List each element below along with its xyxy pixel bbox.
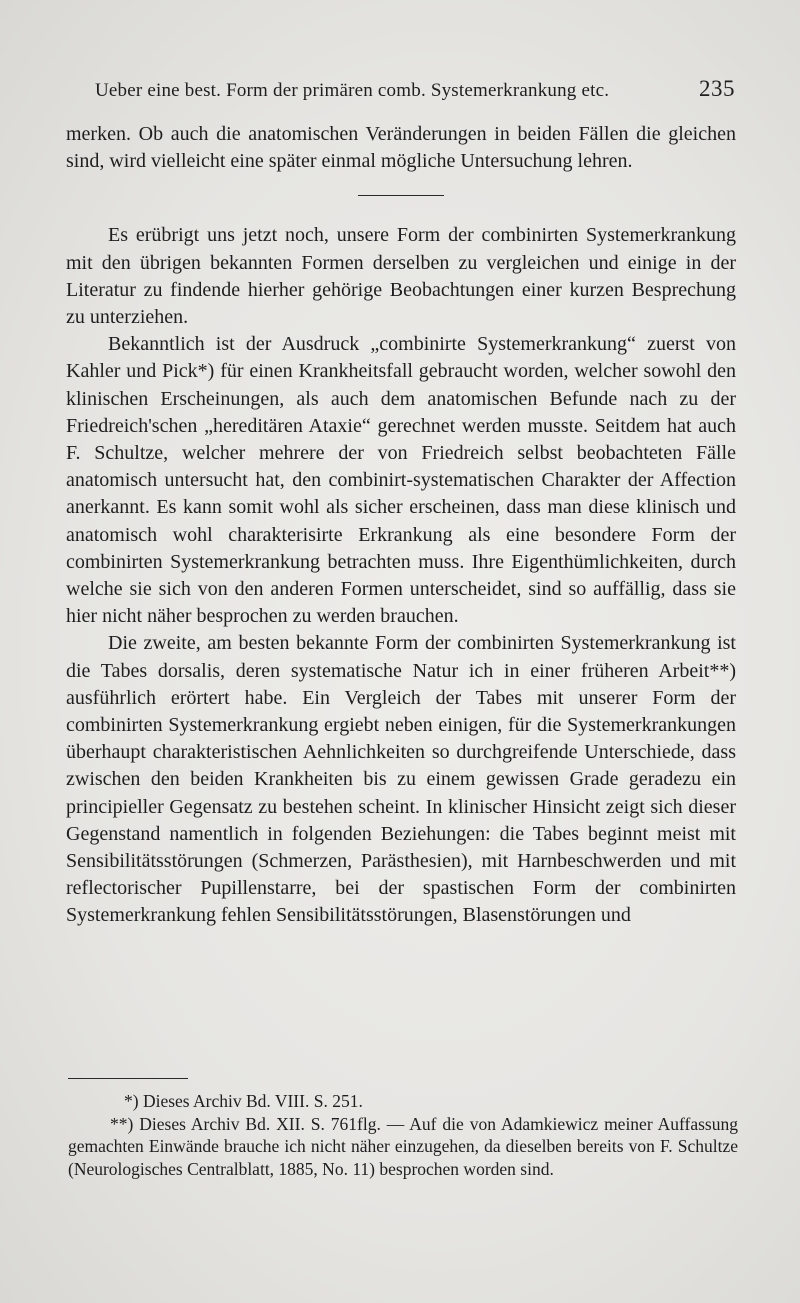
running-title: Ueber eine best. Form der primären comb. Systemerkrankung etc. [95, 80, 610, 101]
paragraph-continuation: merken. Ob auch die anatomischen Veränderungen in beiden Fällen die gleichen sind, wird vielleicht eine später einmal mögliche Untersuchung lehren. [66, 123, 736, 173]
section-divider [358, 195, 444, 196]
page-number: 235 [699, 76, 735, 101]
paragraph: Die zweite, am besten bekannte Form der combinirten Systemerkrankung ist die Tabes dorsalis, deren systematische Natur ich in einer früheren Arbeit**) ausführlich erörtert habe. Ein Vergleich der Tabes mit unserer Form der combinirten Systemerkrankung ergiebt neben einigen, für die Systemerkrankungen überhaupt charakteristischen Aehnlichkeiten so durchgreifende Unterschiede, dass zwischen den beiden Krankheiten bis zu einem gewissen Grade geradezu ein principieller Gegensatz zu bestehen scheint. In klinischer Hinsicht zeigt sich dieser Gegenstand namentlich in folgenden Beziehungen: die Tabes beginnt meist mit Sensibilitätsstörungen (Schmerzen, Parästhesien), mit Harnbeschwerden und mit reflectorischer Pupillenstarre, bei der spastischen Form der combinirten Systemerkrankung fehlen Sensibilitätsstörungen, Blasenstörungen und [66, 632, 736, 927]
running-header [95, 72, 735, 106]
paragraph: Bekanntlich ist der Ausdruck „combinirte Systemerkrankung“ zuerst von Kahler und Pick*) für einen Krankheitsfall gebraucht worden, welcher sowohl den klinischen Erscheinungen, als auch dem anatomischen Befunde nach zu der Friedreich'schen „hereditären Ataxie“ gerechnet werden musste. Seitdem hat auch F. Schultze, welcher mehrere der von Friedreich selbst beobachteten Fälle anatomisch untersucht hat, den combinirt-systematischen Charakter der Affection anerkannt. Es kann somit wohl als sicher erscheinen, dass man diese klinisch und anatomisch wohl charakterisirte Erkrankung als eine besondere Form der combinirten Systemerkrankung betrachten muss. Ihre Eigenthümlichkeiten, durch welche sie sich von den anderen Formen unterscheidet, sind so auffällig, dass sie hier nicht näher besprochen zu werden brauchen. [66, 333, 736, 628]
footnote-divider [68, 1078, 188, 1079]
footnotes [68, 1090, 738, 1180]
paragraph: Es erübrigt uns jetzt noch, unsere Form der combinirten Systemerkrankung mit den übrigen bekannten Formen derselben zu vergleichen und einige in der Literatur zu findende hierher gehörige Beobachtungen einer kurzen Besprechung zu unterziehen. [66, 224, 736, 329]
body-text [66, 121, 736, 930]
footnote: *) Dieses Archiv Bd. VIII. S. 251. [124, 1091, 363, 1111]
footnote: **) Dieses Archiv Bd. XII. S. 761flg. — Auf die von Adamkiewicz meiner Auffassung gemachten Einwände brauche ich nicht näher einzugehen, da dieselben bereits von F. Schultze (Neurologisches Centralblatt, 1885, No. 11) besprochen worden sind. [68, 1113, 738, 1179]
